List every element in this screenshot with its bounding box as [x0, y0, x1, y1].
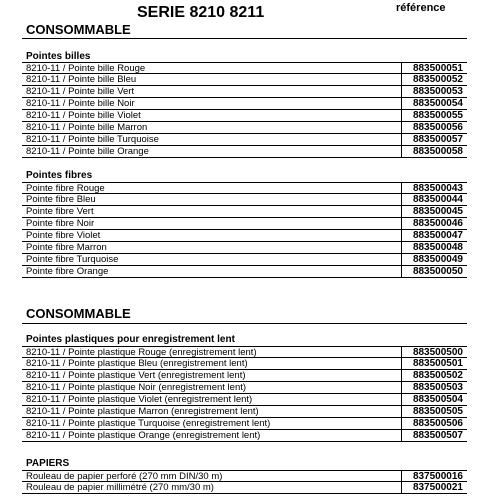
page-title: SERIE 8210 8211: [137, 4, 265, 21]
subsection-papiers: PAPIERS: [26, 458, 70, 469]
column-divider: [401, 242, 402, 254]
table-row: [22, 430, 467, 442]
column-divider: [401, 194, 402, 206]
item-reference: 883500053: [412, 86, 463, 97]
item-reference: 837500021: [412, 482, 463, 493]
item-reference: 883500504: [412, 394, 463, 405]
column-divider: [401, 230, 402, 242]
subsection-pointes-billes: Pointes billes: [26, 51, 91, 62]
item-description: Rouleau de papier perforé (270 mm DIN/30 m): [26, 471, 223, 482]
item-description: 8210-11 / Pointe bille Bleu: [26, 74, 137, 85]
item-description: 8210-11 / Pointe bille Violet: [26, 110, 141, 121]
table-row: [22, 110, 467, 122]
item-description: Pointe fibre Rouge: [26, 183, 105, 194]
item-reference: 883500049: [412, 254, 463, 265]
column-divider: [401, 382, 402, 394]
item-reference: 883500044: [412, 194, 463, 205]
table-row: [22, 86, 467, 98]
item-reference: 883500054: [412, 98, 463, 109]
section-heading-consommable: CONSOMMABLE: [26, 22, 131, 37]
item-reference: 883500506: [412, 418, 463, 429]
item-description: 8210-11 / Pointe plastique Bleu (enregistrement lent): [26, 358, 248, 369]
section-divider: [22, 323, 467, 324]
column-divider: [401, 370, 402, 382]
item-reference: 883500051: [412, 63, 463, 74]
table-row: [22, 122, 467, 134]
item-description: 8210-11 / Pointe plastique Rouge (enregistrement lent): [26, 347, 257, 358]
item-reference: 883500505: [412, 406, 463, 417]
column-divider: [401, 358, 402, 370]
item-description: Pointe fibre Marron: [26, 242, 107, 253]
table-row: [22, 418, 467, 430]
column-divider: [401, 218, 402, 230]
column-divider: [401, 430, 402, 442]
item-description: 8210-11 / Pointe bille Vert: [26, 86, 135, 97]
column-divider: [401, 206, 402, 218]
table-row: [22, 74, 467, 86]
item-reference: 883500047: [412, 230, 463, 241]
table-row: [22, 62, 467, 74]
item-reference: 883500050: [412, 266, 463, 277]
column-divider: [401, 74, 402, 86]
section-heading-consommable-2: CONSOMMABLE: [26, 306, 131, 321]
item-reference: 883500500: [412, 347, 463, 358]
table-row: [22, 206, 467, 218]
item-description: 8210-11 / Pointe plastique Marron (enregistrement lent): [26, 406, 259, 417]
item-reference: 883500058: [412, 146, 463, 157]
item-reference: 883500045: [412, 206, 463, 217]
table-row: [22, 370, 467, 382]
item-reference: 883500048: [412, 242, 463, 253]
table-row: [22, 406, 467, 418]
item-reference: 883500057: [412, 134, 463, 145]
table-row: [22, 394, 467, 406]
item-reference: 883500046: [412, 218, 463, 229]
item-description: 8210-11 / Pointe bille Orange: [26, 146, 149, 157]
item-description: Rouleau de papier millimétré (270 mm/30 m): [26, 482, 214, 493]
column-divider: [401, 122, 402, 134]
table-row: [22, 98, 467, 110]
column-divider: [401, 86, 402, 98]
item-description: Pointe fibre Orange: [26, 266, 109, 277]
table-row: [22, 218, 467, 230]
item-description: Pointe fibre Vert: [26, 206, 94, 217]
table-row: [22, 470, 467, 482]
section-divider: [22, 38, 467, 39]
item-reference: 883500502: [412, 370, 463, 381]
item-description: 8210-11 / Pointe bille Marron: [26, 122, 148, 133]
column-divider: [401, 266, 402, 278]
table-row: [22, 134, 467, 146]
column-divider: [401, 254, 402, 266]
item-description: Pointe fibre Turquoise: [26, 254, 119, 265]
item-description: 8210-11 / Pointe plastique Turquoise (enregistrement lent): [26, 418, 271, 429]
column-divider: [401, 482, 402, 494]
item-reference: 883500503: [412, 382, 463, 393]
column-divider: [401, 98, 402, 110]
subsection-pointes-fibres: Pointes fibres: [26, 170, 93, 181]
item-reference: 883500507: [412, 430, 463, 441]
item-description: 8210-11 / Pointe plastique Violet (enregistrement lent): [26, 394, 253, 405]
item-description: Pointe fibre Bleu: [26, 194, 96, 205]
subsection-pointes-plastiques: Pointes plastiques pour enregistrement lent: [26, 334, 235, 345]
table-row: [22, 146, 467, 158]
column-divider: [401, 418, 402, 430]
table-row: [22, 254, 467, 266]
column-divider: [401, 134, 402, 146]
item-description: 8210-11 / Pointe bille Noir: [26, 98, 135, 109]
table-row: [22, 242, 467, 254]
table-row: [22, 346, 467, 358]
table-row: [22, 266, 467, 278]
item-reference: 883500501: [412, 358, 463, 369]
item-reference: 883500043: [412, 183, 463, 194]
item-reference: 883500055: [412, 110, 463, 121]
item-reference: 837500016: [412, 471, 463, 482]
item-description: 8210-11 / Pointe bille Turquoise: [26, 134, 159, 145]
column-divider: [401, 110, 402, 122]
table-row: [22, 482, 467, 494]
table-row: [22, 382, 467, 394]
item-reference: 883500052: [412, 74, 463, 85]
item-description: 8210-11 / Pointe plastique Noir (enregistrement lent): [26, 382, 247, 393]
item-description: Pointe fibre Violet: [26, 230, 101, 241]
table-row: [22, 230, 467, 242]
item-description: 8210-11 / Pointe bille Rouge: [26, 63, 146, 74]
item-description: Pointe fibre Noir: [26, 218, 95, 229]
table-row: [22, 358, 467, 370]
column-divider: [401, 146, 402, 158]
column-divider: [401, 394, 402, 406]
column-divider: [401, 406, 402, 418]
table-row: [22, 194, 467, 206]
item-description: 8210-11 / Pointe plastique Vert (enregistrement lent): [26, 370, 246, 381]
table-row: [22, 182, 467, 194]
reference-header: référence: [396, 2, 446, 14]
item-description: 8210-11 / Pointe plastique Orange (enregistrement lent): [26, 430, 261, 441]
item-reference: 883500056: [412, 122, 463, 133]
